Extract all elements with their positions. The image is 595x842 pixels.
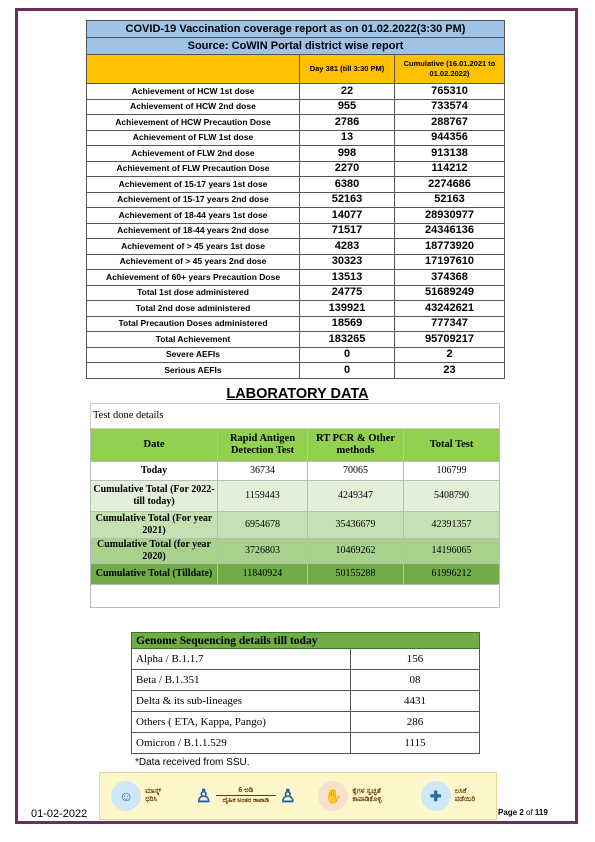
vaccination-row-label: Achievement of > 45 years 2nd dose [87, 254, 300, 270]
lab-total: 42391357 [404, 512, 500, 539]
lab-rat: 3726803 [218, 539, 308, 564]
vaccination-row-day: 2786 [300, 115, 395, 131]
table-row [87, 208, 505, 224]
banner-handwash [318, 781, 398, 811]
lab-date: Cumulative Total (Tilldate) [91, 564, 218, 585]
lab-caption: Test done details [91, 404, 500, 429]
lab-rtpcr: 4249347 [308, 481, 404, 512]
table-row [87, 254, 505, 270]
vaccination-row-cumulative: 733574 [395, 99, 505, 115]
vaccination-row-day: 0 [300, 363, 395, 379]
banner-mask-label: ಮಾಸ್ಕ್ ಧರಿಸಿ [145, 788, 161, 803]
banner-distance [196, 786, 296, 807]
vaccination-title: COVID-19 Vaccination coverage report as on 01.02.2022(3:30 PM) [87, 21, 505, 38]
lab-rtpcr: 35436679 [308, 512, 404, 539]
banner-distance-label: ದೈಹಿಕ ಅಂತರ ಕಾಪಾಡಿ [216, 795, 276, 805]
table-row [87, 84, 505, 100]
vaccination-row-cumulative: 777347 [395, 316, 505, 332]
table-row [87, 161, 505, 177]
footer-date: 01-02-2022 [31, 808, 88, 820]
lab-total: 61996212 [404, 564, 500, 585]
genome-note: *Data received from SSU. [135, 757, 250, 768]
genome-table [131, 632, 480, 754]
lab-rat: 36734 [218, 462, 308, 481]
lab-rtpcr: 10469262 [308, 539, 404, 564]
vaccination-row-label: Achievement of 60+ years Precaution Dose [87, 270, 300, 286]
lab-total: 14196065 [404, 539, 500, 564]
syringe-icon: ✚ [421, 781, 451, 811]
vaccination-row-cumulative: 43242621 [395, 301, 505, 317]
vaccination-row-label: Severe AEFIs [87, 347, 300, 363]
vaccination-row-day: 30323 [300, 254, 395, 270]
vaccination-row-label: Achievement of FLW Precaution Dose [87, 161, 300, 177]
lab-header-date: Date [91, 429, 218, 462]
vaccination-row-day: 22 [300, 84, 395, 100]
vaccination-row-day: 998 [300, 146, 395, 162]
lab-rtpcr: 50155288 [308, 564, 404, 585]
vaccination-row-day: 13513 [300, 270, 395, 286]
vaccination-row-label: Achievement of > 45 years 1st dose [87, 239, 300, 255]
header-day: Day 381 (till 3:30 PM) [300, 55, 395, 84]
table-row [87, 285, 505, 301]
vaccination-row-label: Achievement of FLW 2nd dose [87, 146, 300, 162]
genome-title: Genome Sequencing details till today [132, 633, 480, 649]
vaccination-row-label: Achievement of FLW 1st dose [87, 130, 300, 146]
lab-date: Today [91, 462, 218, 481]
table-row [87, 347, 505, 363]
table-row [132, 670, 480, 691]
table-row [87, 192, 505, 208]
page-of: of [523, 808, 535, 817]
laboratory-title: LABORATORY DATA [226, 386, 369, 402]
vaccination-row-day: 955 [300, 99, 395, 115]
vaccination-row-day: 24775 [300, 285, 395, 301]
vaccination-row-label: Total 1st dose administered [87, 285, 300, 301]
vaccination-row-label: Total Achievement [87, 332, 300, 348]
lab-total: 106799 [404, 462, 500, 481]
table-row [87, 332, 505, 348]
vaccination-row-day: 2270 [300, 161, 395, 177]
vaccination-row-cumulative: 2274686 [395, 177, 505, 193]
vaccination-row-day: 13 [300, 130, 395, 146]
lab-header-rtpcr: RT PCR & Other methods [308, 429, 404, 462]
vaccination-row-day: 139921 [300, 301, 395, 317]
banner-vaccine [421, 781, 485, 811]
person-icon: ♙ [279, 785, 296, 806]
table-row [91, 564, 500, 585]
genome-variant: Others ( ETA, Kappa, Pango) [132, 712, 351, 733]
vaccination-row-day: 18569 [300, 316, 395, 332]
lab-total: 5408790 [404, 481, 500, 512]
header-blank [87, 55, 300, 84]
page-current: 2 [519, 808, 524, 817]
lab-rtpcr: 70065 [308, 462, 404, 481]
vaccination-row-label: Serious AEFIs [87, 363, 300, 379]
table-row [91, 462, 500, 481]
table-row [87, 316, 505, 332]
table-row [91, 481, 500, 512]
vaccination-table [86, 20, 505, 379]
vaccination-row-label: Total Precaution Doses administered [87, 316, 300, 332]
genome-count: 08 [351, 670, 480, 691]
page-total: 119 [534, 808, 548, 817]
table-row [87, 223, 505, 239]
vaccination-source: Source: CoWIN Portal district wise report [87, 38, 505, 55]
genome-variant: Beta / B.1.351 [132, 670, 351, 691]
vaccination-row-label: Achievement of 15-17 years 1st dose [87, 177, 300, 193]
genome-count: 156 [351, 649, 480, 670]
page-number [498, 808, 548, 817]
vaccination-row-cumulative: 51689249 [395, 285, 505, 301]
vaccination-row-label: Achievement of HCW 2nd dose [87, 99, 300, 115]
lab-rat: 11840924 [218, 564, 308, 585]
vaccination-row-cumulative: 24346136 [395, 223, 505, 239]
vaccination-row-cumulative: 374368 [395, 270, 505, 286]
vaccination-row-cumulative: 2 [395, 347, 505, 363]
lab-rat: 6954678 [218, 512, 308, 539]
vaccination-row-label: Achievement of 15-17 years 2nd dose [87, 192, 300, 208]
table-row [91, 539, 500, 564]
lab-date: Cumulative Total (for year 2020) [91, 539, 218, 564]
vaccination-row-label: Total 2nd dose administered [87, 301, 300, 317]
lab-date: Cumulative Total (For 2022- till today) [91, 481, 218, 512]
vaccination-row-cumulative: 288767 [395, 115, 505, 131]
page-prefix: Page [498, 808, 520, 817]
vaccination-row-cumulative: 114212 [395, 161, 505, 177]
vaccination-row-label: Achievement of 18-44 years 2nd dose [87, 223, 300, 239]
genome-variant: Alpha / B.1.1.7 [132, 649, 351, 670]
table-row [87, 301, 505, 317]
vaccination-row-day: 4283 [300, 239, 395, 255]
banner-mask [111, 781, 173, 811]
lab-header-rat: Rapid Antigen Detection Test [218, 429, 308, 462]
lab-header-total: Total Test [404, 429, 500, 462]
table-row [87, 130, 505, 146]
lab-rat: 1159443 [218, 481, 308, 512]
table-row [87, 239, 505, 255]
vaccination-row-cumulative: 765310 [395, 84, 505, 100]
vaccination-row-cumulative: 18773920 [395, 239, 505, 255]
vaccination-row-day: 14077 [300, 208, 395, 224]
genome-count: 4431 [351, 691, 480, 712]
table-row [132, 733, 480, 754]
awareness-banner [99, 772, 497, 820]
vaccination-row-label: Achievement of HCW Precaution Dose [87, 115, 300, 131]
laboratory-table [90, 403, 500, 608]
vaccination-row-day: 71517 [300, 223, 395, 239]
vaccination-row-cumulative: 52163 [395, 192, 505, 208]
banner-handwash-label: ಕೈಗಳ ಸ್ವಚ್ಛತೆ ಕಾಪಾಡಿಕೊಳ್ಳಿ [352, 788, 382, 803]
genome-count: 286 [351, 712, 480, 733]
vaccination-row-day: 6380 [300, 177, 395, 193]
handwash-icon: ✋ [318, 781, 348, 811]
vaccination-row-cumulative: 28930977 [395, 208, 505, 224]
table-row [132, 691, 480, 712]
genome-variant: Omicron / B.1.1.529 [132, 733, 351, 754]
table-row [87, 99, 505, 115]
header-cumulative: Cumulative (16.01.2021 to 01.02.2022) [395, 55, 505, 84]
vaccination-row-cumulative: 913138 [395, 146, 505, 162]
vaccination-row-cumulative: 17197610 [395, 254, 505, 270]
table-row [87, 146, 505, 162]
mask-icon: ☺ [111, 781, 141, 811]
lab-date: Cumulative Total (For year 2021) [91, 512, 218, 539]
vaccination-row-cumulative: 944356 [395, 130, 505, 146]
vaccination-row-label: Achievement of HCW 1st dose [87, 84, 300, 100]
table-row [132, 649, 480, 670]
table-row [87, 270, 505, 286]
banner-vaccine-label: ಲಸಿಕೆ ಪಡೆಯಿರಿ [454, 788, 476, 803]
table-row [87, 177, 505, 193]
vaccination-row-cumulative: 95709217 [395, 332, 505, 348]
vaccination-row-day: 52163 [300, 192, 395, 208]
table-row [91, 512, 500, 539]
person-icon: ♙ [195, 785, 212, 806]
table-row [87, 115, 505, 131]
vaccination-row-day: 183265 [300, 332, 395, 348]
genome-count: 1115 [351, 733, 480, 754]
vaccination-row-day: 0 [300, 347, 395, 363]
genome-variant: Delta & its sub-lineages [132, 691, 351, 712]
lab-blank-row [91, 585, 500, 608]
table-row [87, 363, 505, 379]
table-row [132, 712, 480, 733]
vaccination-row-cumulative: 23 [395, 363, 505, 379]
vaccination-row-label: Achievement of 18-44 years 1st dose [87, 208, 300, 224]
banner-distance-top: 6 ಅಡಿ [238, 787, 254, 794]
